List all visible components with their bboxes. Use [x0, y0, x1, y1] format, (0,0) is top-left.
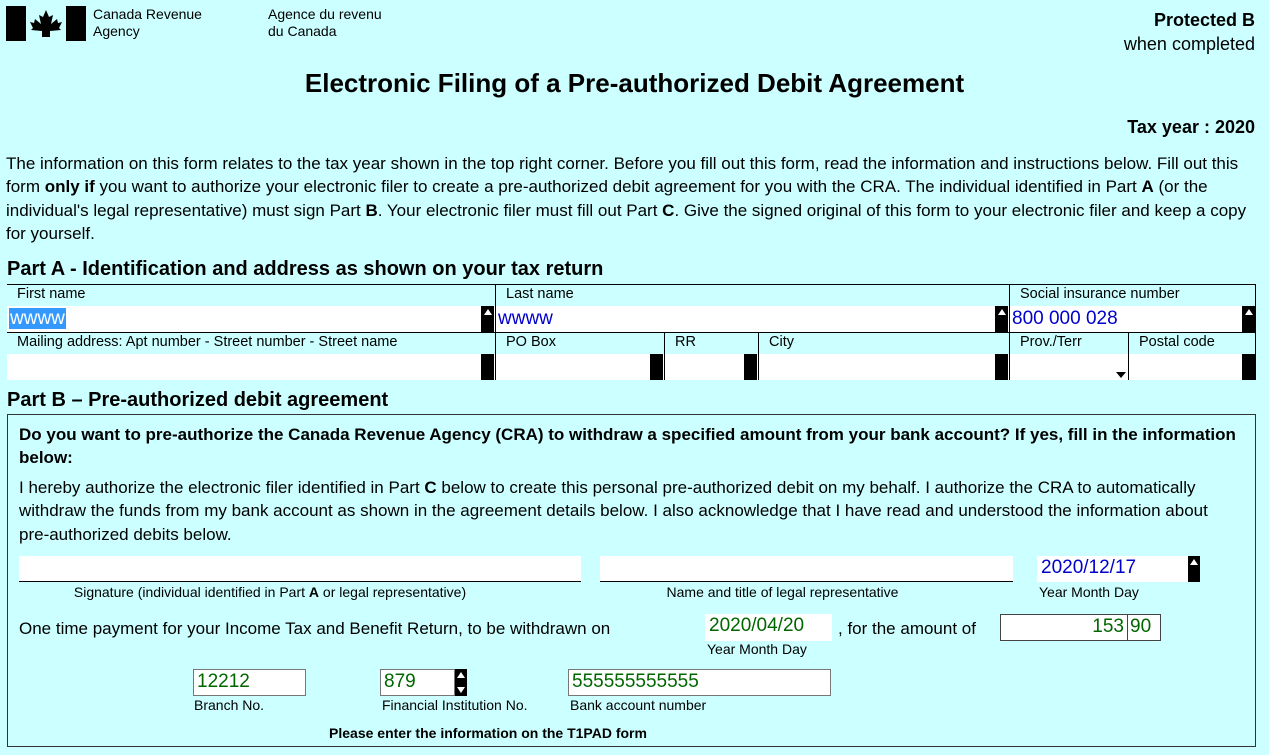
- mailing-scroll[interactable]: [481, 354, 494, 380]
- account-label: Bank account number: [570, 697, 707, 713]
- last-name-cell: [495, 284, 1009, 332]
- payment-date-value: 2020/04/20: [709, 615, 805, 636]
- part-a-heading: Part A - Identification and address as shown on your tax return: [7, 258, 604, 280]
- amount-dollars: 153: [1092, 616, 1124, 637]
- amount-field[interactable]: [1000, 614, 1161, 641]
- sin-cell: [1009, 284, 1256, 332]
- rr-label: RR: [675, 334, 696, 350]
- province-dropdown[interactable]: [1010, 354, 1128, 380]
- city-label: City: [769, 334, 794, 350]
- signature-field[interactable]: [19, 556, 581, 582]
- footer-note: Please enter the information on the T1PAD form: [329, 725, 647, 741]
- po-box-label: PO Box: [506, 334, 556, 350]
- last-name-label: Last name: [506, 286, 574, 302]
- first-name-field[interactable]: [7, 306, 495, 332]
- postal-code-field[interactable]: [1129, 354, 1255, 380]
- sin-scroll[interactable]: [1242, 306, 1255, 332]
- branch-label: Branch No.: [194, 697, 265, 713]
- part-b-question: Do you want to pre-authorize the Canada Revenue Agency (CRA) to withdraw a specified amount from your bank account? If yes, fill in the information below:: [19, 425, 1236, 467]
- last-name-scroll[interactable]: [995, 306, 1008, 332]
- institution-spinner[interactable]: [455, 669, 467, 696]
- sign-date-field[interactable]: [1037, 556, 1188, 582]
- agency-name-english: Canada Revenue Agency: [93, 6, 202, 39]
- account-field[interactable]: [568, 669, 831, 696]
- intro-paragraph: The information on this form relates to the tax year shown in the top right corner. Before you fill out this form, read the information and instructions below. Fill out this form only if you want to authorize your electronic filer to create a pre-authorized debit agreement for you with the CRA. The individual identified in Part A (or the individual's legal representative) must sign Part B. Your electronic filer must fill out Part C. Give the signed original of this form to your electronic filer and keep a copy for yourself.: [6, 154, 1247, 243]
- first-name-value: wwww: [10, 308, 65, 329]
- mailing-label: Mailing address: Apt number - Street number - Street name: [17, 334, 398, 350]
- agency-name-french: Agence du revenu du Canada: [268, 6, 382, 39]
- po-box-cell: [495, 332, 664, 380]
- payment-date-caption: Year Month Day: [707, 641, 807, 657]
- part-b-authorization: I hereby authorize the electronic filer identified in Part C below to create this personal pre-authorized debit on my behalf. I authorize the CRA to automatically withdraw the funds from my bank account as shown in the agreement details below. I also acknowledge that I have read and understood the information about pre-authorized debits below.: [19, 478, 1208, 544]
- city-field[interactable]: [759, 354, 1009, 380]
- canada-flag-icon: [6, 6, 86, 41]
- first-name-scroll[interactable]: [481, 306, 494, 332]
- legal-rep-field[interactable]: [600, 556, 1013, 582]
- protected-sublabel: when completed: [1123, 34, 1255, 54]
- sin-field[interactable]: [1010, 306, 1255, 332]
- postal-scroll[interactable]: [1242, 354, 1255, 380]
- institution-label: Financial Institution No.: [382, 697, 528, 713]
- account-value: 555555555555: [572, 671, 699, 692]
- first-name-label: First name: [17, 286, 86, 302]
- branch-field[interactable]: [193, 669, 306, 696]
- protected-status: [1124, 8, 1255, 56]
- payment-text: One time payment for your Income Tax and Benefit Return, to be withdrawn on: [19, 619, 611, 638]
- po-box-field[interactable]: [496, 354, 664, 380]
- province-label: Prov./Terr: [1020, 334, 1082, 350]
- payment-date-field[interactable]: [705, 614, 832, 641]
- part-b-heading: Part B – Pre-authorized debit agreement: [7, 389, 389, 411]
- city-scroll[interactable]: [995, 354, 1008, 380]
- po-box-scroll[interactable]: [650, 354, 663, 380]
- form-title: Electronic Filing of a Pre-authorized Debit Agreement: [304, 68, 965, 98]
- signature-caption: Signature (individual identified in Part A or legal representative): [73, 584, 467, 600]
- rr-scroll[interactable]: [744, 354, 757, 380]
- amount-cents: 90: [1130, 616, 1152, 637]
- last-name-value: wwww: [498, 308, 553, 329]
- sin-label: Social insurance number: [1020, 286, 1180, 302]
- protected-label: Protected B: [1153, 10, 1255, 30]
- amount-text: , for the amount of: [838, 619, 976, 638]
- city-cell: [758, 332, 1009, 380]
- amount-cents-field[interactable]: [1128, 615, 1151, 639]
- branch-value: 12212: [197, 671, 250, 692]
- province-cell: [1009, 332, 1128, 380]
- rr-cell: [664, 332, 758, 380]
- institution-value: 879: [384, 671, 416, 692]
- mailing-address-field[interactable]: [7, 354, 495, 380]
- chevron-down-icon[interactable]: [1116, 372, 1126, 378]
- institution-field[interactable]: [380, 669, 455, 696]
- tax-year: Tax year : 2020: [1127, 117, 1255, 137]
- first-name-cell: [7, 284, 495, 332]
- sin-value: 800 000 028: [1012, 308, 1118, 329]
- amount-dollars-field[interactable]: [1001, 615, 1128, 640]
- sign-date-spinner[interactable]: [1188, 556, 1200, 582]
- date-caption: Year Month Day: [1039, 584, 1139, 600]
- sign-date-value: 2020/12/17: [1041, 557, 1137, 578]
- last-name-field[interactable]: [496, 306, 1009, 332]
- postal-cell: [1128, 332, 1256, 380]
- legal-rep-caption: Name and title of legal representative: [666, 584, 899, 600]
- mailing-cell: [7, 332, 495, 380]
- postal-label: Postal code: [1139, 334, 1215, 350]
